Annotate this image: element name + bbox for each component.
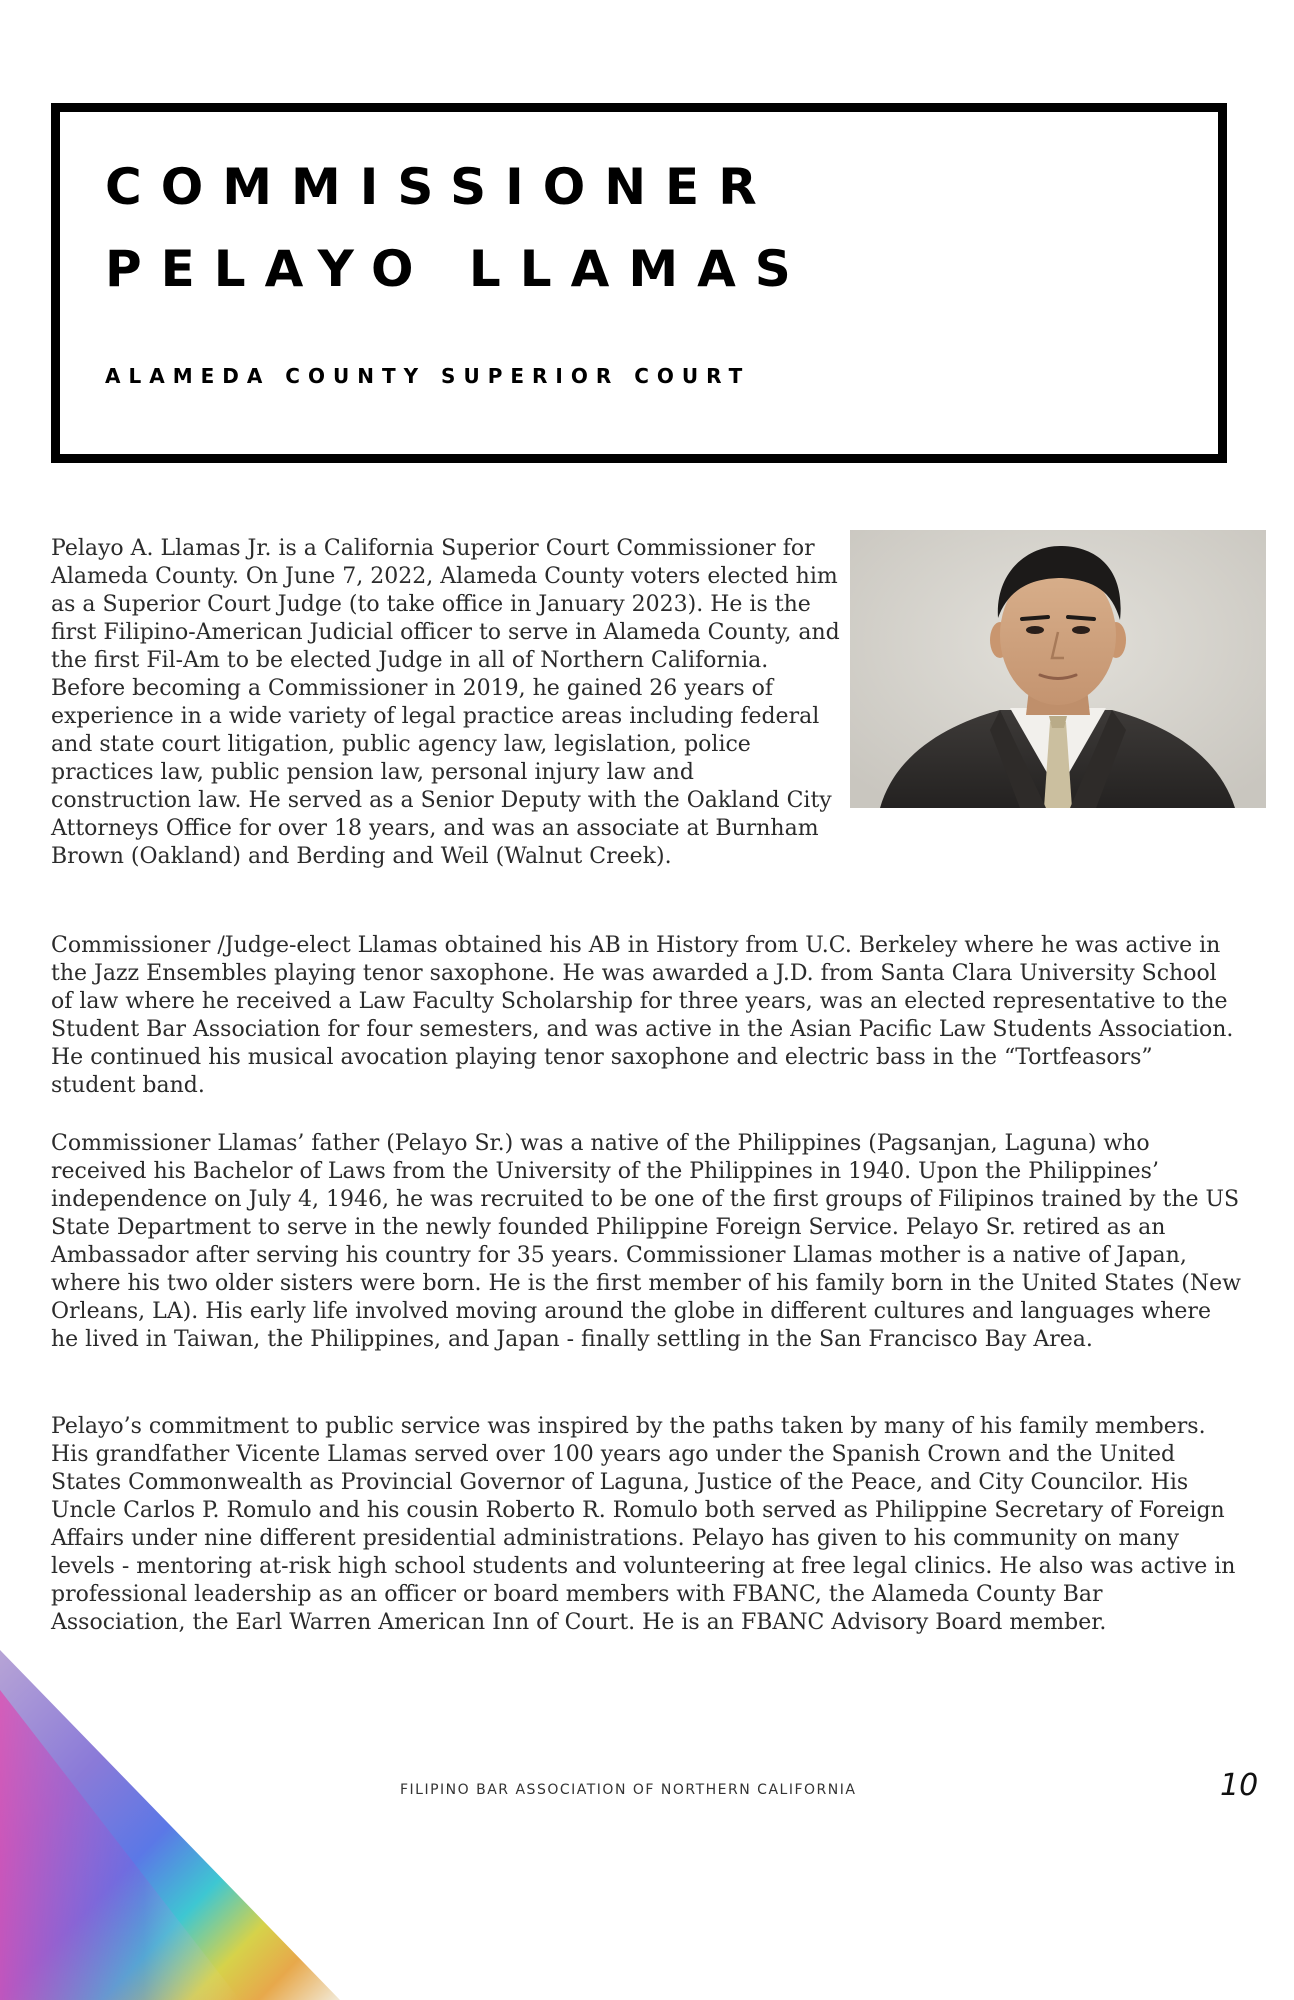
bio-paragraph-2: Commissioner /Judge-elect Llamas obtained his AB in History from U.C. Berkeley where he was active in the Jazz Ensembles playing tenor saxophone. He was awarded a J.D. from Santa Clara University School of law where he received a Law Faculty Scholarship for three years, was an elected representative to the Student Bar Association for four semesters, and was active in the Asian Pacific Law Students Association. He continued his musical avocation playing tenor saxophone and electric bass in the “Tortfeasors” student band. [51,933,1234,1098]
corner-gradient-decoration [0,1650,340,2000]
portrait-photo [850,530,1266,808]
bio-paragraph-3: Commissioner Llamas’ father (Pelayo Sr.) was a native of the Philippines (Pagsanjan, Laguna) who received his Bachelor of Laws from the University of the Philippines in 1940. Upon the Philippines’ independence on July 4, 1946, he was recruited to be one of the first groups of Filipinos trained by the US State Department to serve in the newly founded Philippine Foreign Service. Pelayo Sr. retired as an Ambassador after serving his country for 35 years. Commissioner Llamas mother is a native of Japan, where his two older sisters were born. He is the first member of his family born in the United States (New Orleans, LA). His early life involved moving around the globe in different cultures and languages where he lived in Taiwan, the Philippines, and Japan - finally settling in the San Francisco Bay Area. [51,1131,1241,1352]
page-title-line-2: PELAYO LLAMAS [105,240,810,298]
page-title-line-1: COMMISSIONER [105,158,776,216]
bio-paragraph-1: Pelayo A. Llamas Jr. is a California Superior Court Commissioner for Alameda County. On June 7, 2022, Alameda County voters elected him as a Superior Court Judge (to take office in January 2023). He is the first Filipino-American Judicial officer to serve in Alameda County, and the first Fil-Am to be elected Judge in all of Northern California. Before becoming a Commissioner in 2019, he gained 26 years of experience in a wide variety of legal practice areas including federal and state court litigation, public agency law, legislation, police practices law, public pension law, personal injury law and construction law. He served as a Senior Deputy with the Oakland City Attorneys Office for over 18 years, and was an associate at Burnham Brown (Oakland) and Berding and Weil (Walnut Creek). [51,536,840,869]
footer-organization: FILIPINO BAR ASSOCIATION OF NORTHERN CALIFORNIA [400,1782,857,1798]
page-subtitle: ALAMEDA COUNTY SUPERIOR COURT [105,364,751,388]
portrait-illustration [850,530,1266,808]
bio-paragraph-4: Pelayo’s commitment to public service was inspired by the paths taken by many of his family members. His grandfather Vicente Llamas served over 100 years ago under the Spanish Crown and the United States Commonwealth as Provincial Governor of Laguna, Justice of the Peace, and City Councilor. His Uncle Carlos P. Romulo and his cousin Roberto R. Romulo both served as Philippine Secretary of Foreign Affairs under nine different presidential administrations. Pelayo has given to his community on many levels - mentoring at-risk high school students and volunteering at free legal clinics. He also was active in professional leadership as an officer or board members with FBANC, the Alameda County Bar Association, the Earl Warren American Inn of Court. He is an FBANC Advisory Board member. [51,1414,1236,1635]
title-box [51,103,1227,463]
page-number: 10 [1220,1768,1259,1803]
